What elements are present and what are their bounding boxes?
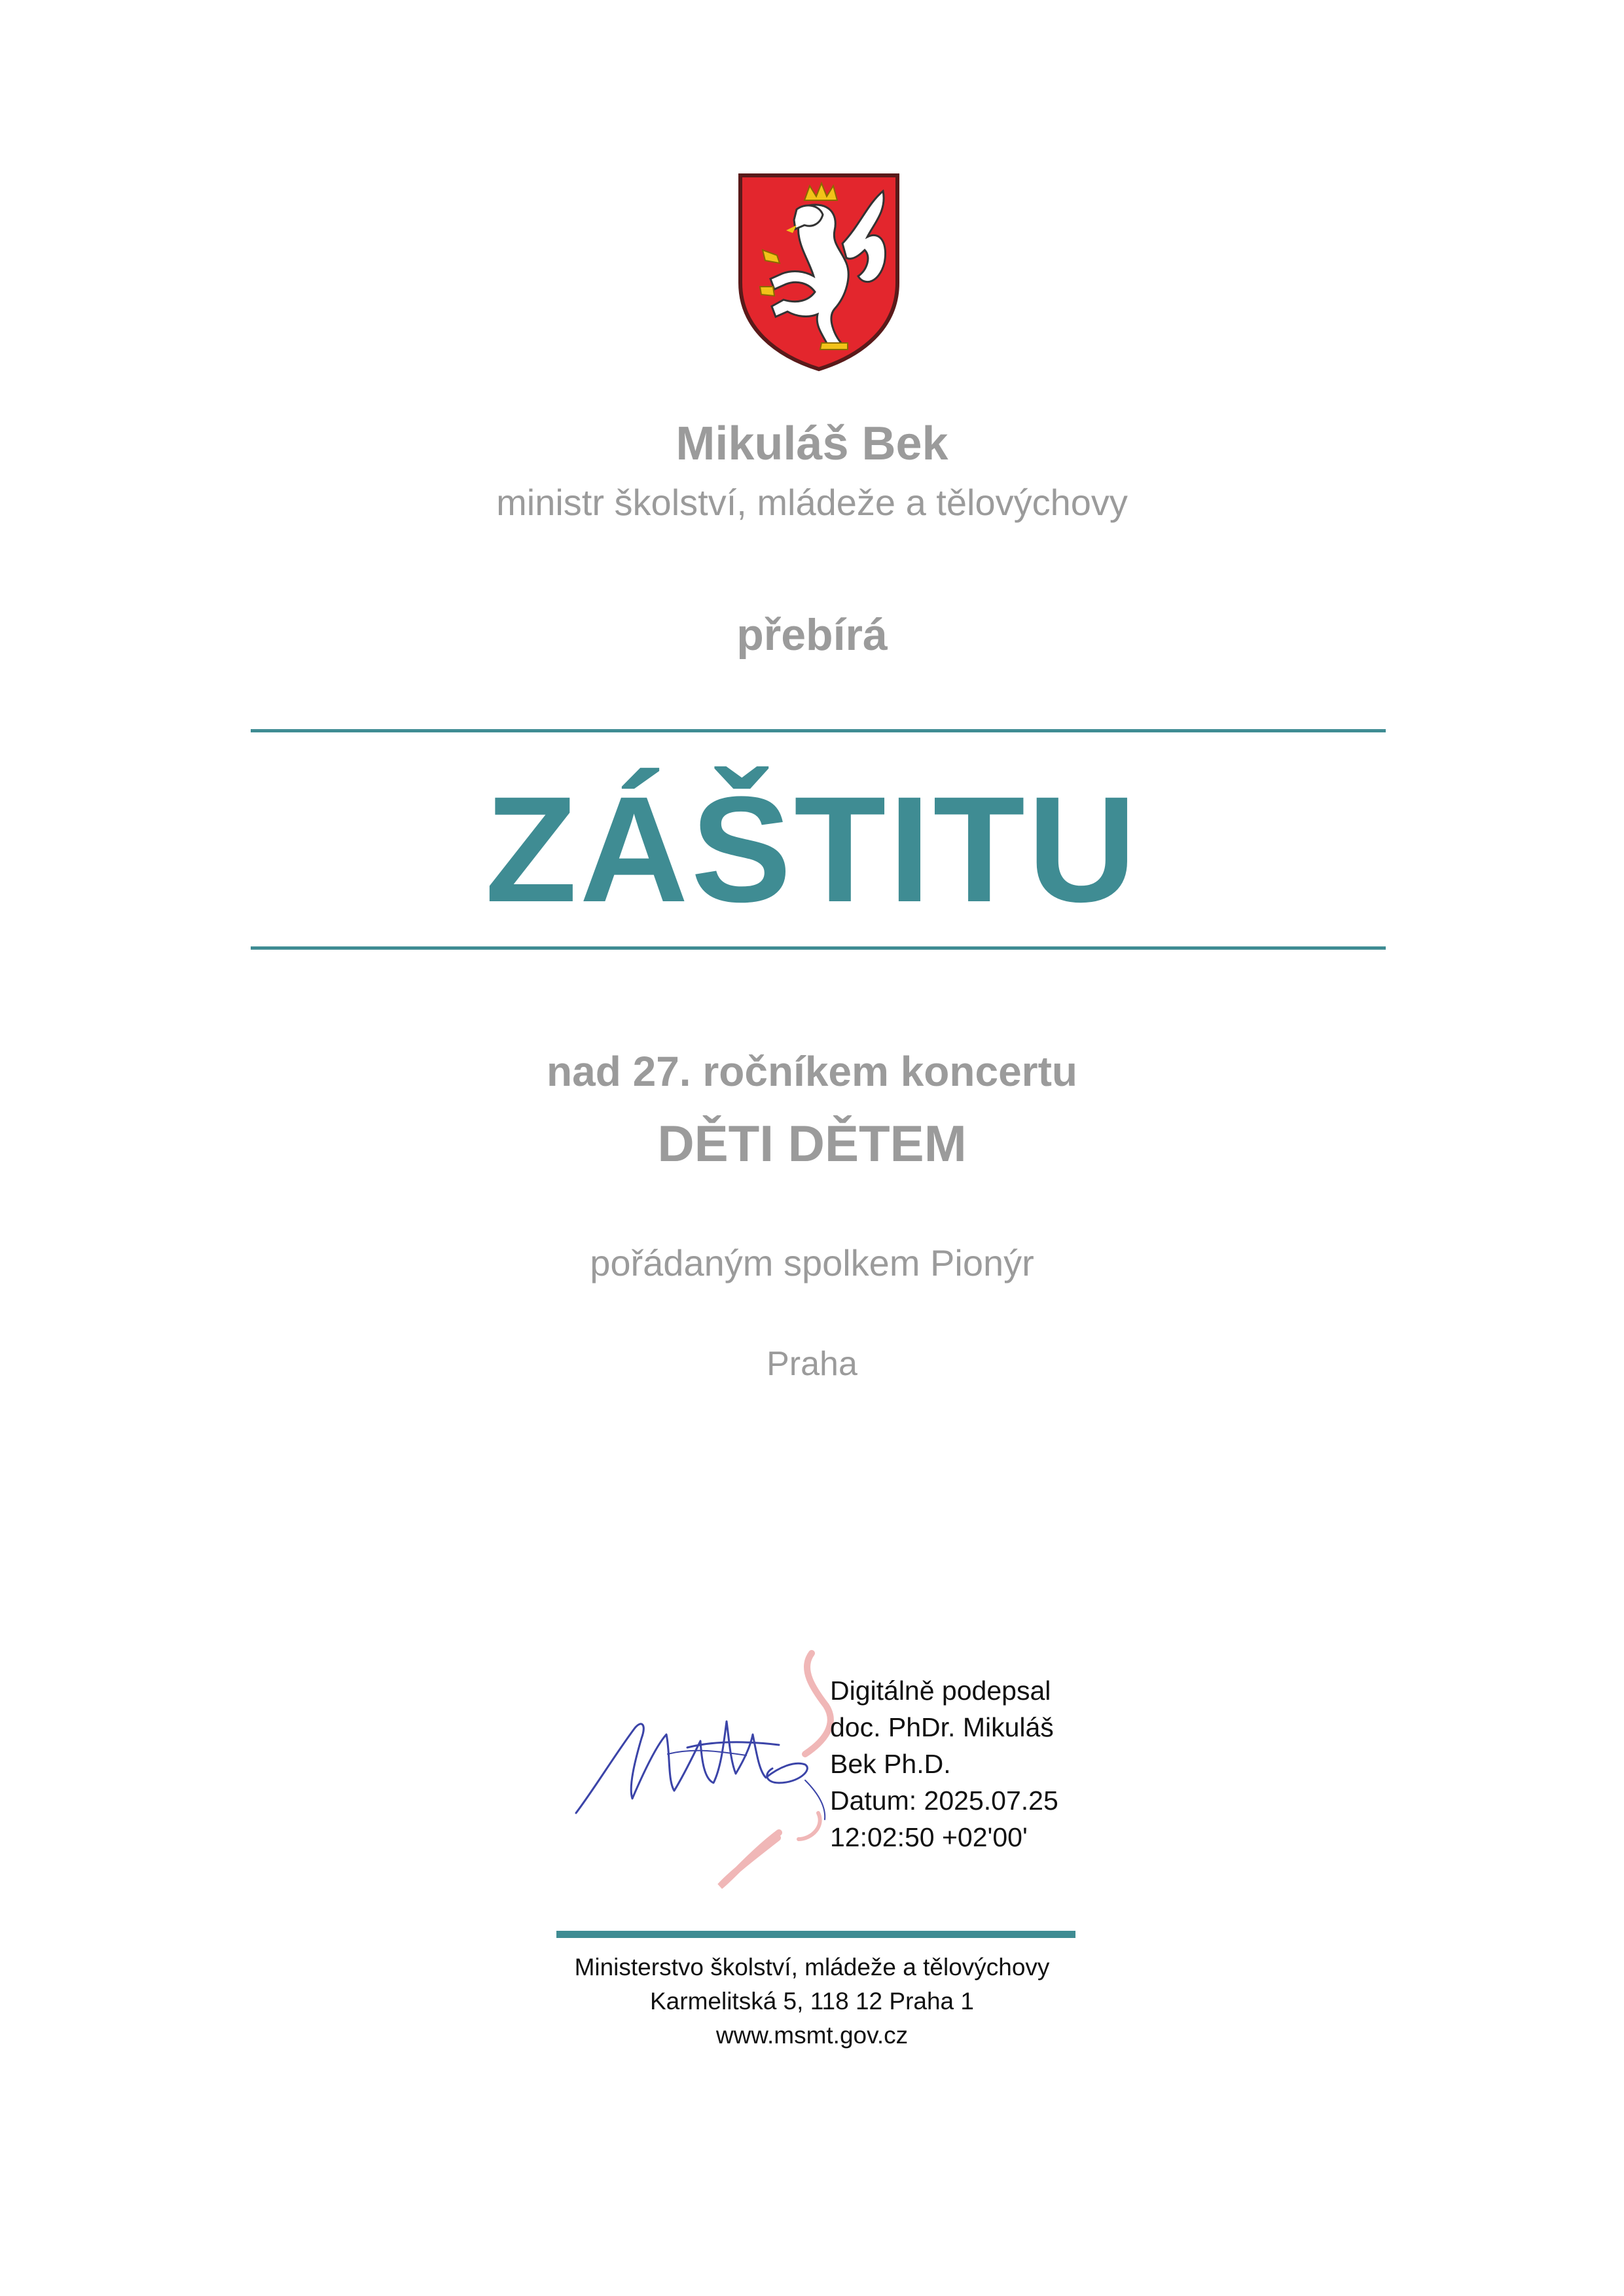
signature-line: doc. PhDr. Mikuláš bbox=[830, 1712, 1054, 1742]
main-title: ZÁŠTITU bbox=[485, 765, 1139, 933]
event-name: DĚTI DĚTEM bbox=[657, 1115, 967, 1172]
coat-of-arms-icon bbox=[736, 171, 901, 373]
footer-website: www.msmt.gov.cz bbox=[715, 2022, 909, 2049]
takes-over-verb: přebírá bbox=[736, 610, 888, 660]
signature-line: Datum: 2025.07.25 bbox=[830, 1785, 1058, 1816]
event-description: nad 27. ročníkem koncertu bbox=[547, 1048, 1077, 1095]
signature-line: 12:02:50 +02'00' bbox=[830, 1822, 1028, 1852]
title-top-rule bbox=[251, 729, 1386, 732]
digital-signature-text bbox=[830, 1672, 1118, 1856]
footer-ministry: Ministerstvo školství, mládeže a tělovýchovy bbox=[574, 1954, 1050, 1981]
footer-rule bbox=[556, 1931, 1075, 1938]
minister-name: Mikuláš Bek bbox=[676, 418, 948, 470]
title-bottom-rule bbox=[251, 946, 1386, 950]
minister-title: ministr školství, mládeže a tělovýchovy bbox=[496, 482, 1128, 523]
signature-line: Bek Ph.D. bbox=[830, 1749, 951, 1779]
event-city: Praha bbox=[767, 1345, 857, 1383]
footer-address: Karmelitská 5, 118 12 Praha 1 bbox=[650, 1988, 974, 2015]
signature-line: Digitálně podepsal bbox=[830, 1676, 1051, 1706]
event-organizer: pořádaným spolkem Pionýr bbox=[590, 1242, 1034, 1283]
footer bbox=[0, 1950, 1624, 2053]
handwritten-signature-icon bbox=[569, 1643, 844, 1892]
